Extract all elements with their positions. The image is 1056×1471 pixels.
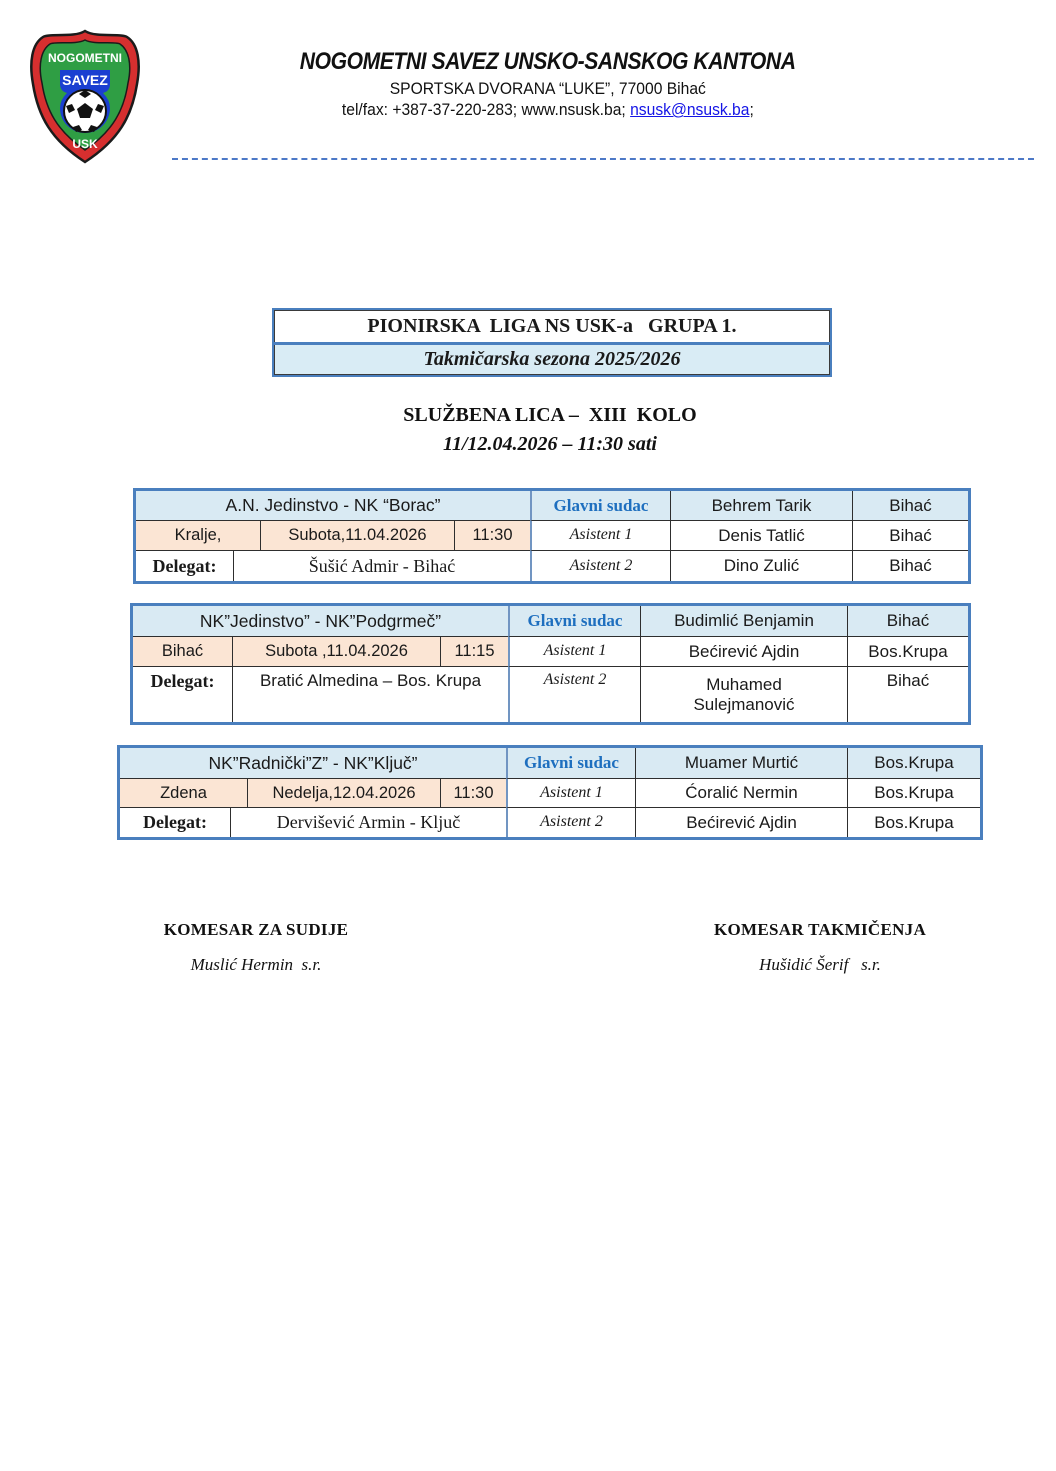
asistent1-name: Ćoralić Nermin bbox=[636, 779, 848, 808]
venue: Kralje, bbox=[136, 521, 261, 551]
match-table-1 bbox=[133, 488, 971, 584]
contact-prefix: tel/fax: +387-37-220-283; www.nsusk.ba; bbox=[342, 100, 631, 119]
delegat-label: Delegat: bbox=[133, 667, 233, 722]
match-date: Subota,11.04.2026 bbox=[261, 521, 455, 551]
referee-city: Bos.Krupa bbox=[848, 748, 980, 779]
asistent2-city: Bihać bbox=[886, 671, 930, 690]
asistent2-label: Asistent 2 bbox=[506, 808, 636, 837]
asistent1-label: Asistent 1 bbox=[506, 779, 636, 808]
asistent1-city: Bos.Krupa bbox=[848, 637, 968, 667]
asistent1-label: Asistent 1 bbox=[530, 521, 671, 551]
asistent2-city: Bihać bbox=[889, 556, 932, 576]
svg-text:SAVEZ: SAVEZ bbox=[62, 72, 108, 88]
signature-right-title: KOMESAR TAKMIČENJA bbox=[713, 920, 927, 939]
signature-left-name: Muslić Hermin s.r. bbox=[190, 955, 322, 974]
letterhead bbox=[40, 48, 1056, 120]
signature-right-name: Hušidić Šerif s.r. bbox=[759, 955, 881, 974]
match-date: Nedelja,12.04.2026 bbox=[248, 779, 441, 808]
round-title: SLUŽBENA LICA – XIII KOLO bbox=[403, 404, 697, 426]
referee-name: Budimlić Benjamin bbox=[641, 606, 848, 637]
org-address: SPORTSKA DVORANA “LUKE”, 77000 Bihać bbox=[389, 79, 707, 98]
fixture: NK”Jedinstvo” - NK”Podgrmeč” bbox=[133, 606, 508, 637]
match-time: 11:15 bbox=[441, 637, 508, 667]
delegat-label: Delegat: bbox=[136, 551, 234, 581]
delegat-label: Delegat: bbox=[120, 808, 231, 837]
asistent2-name: Muhamed Sulejmanović bbox=[641, 667, 848, 722]
asistent2-label: Asistent 2 bbox=[508, 667, 641, 722]
asistent2-name: Bećirević Ajdin bbox=[636, 808, 848, 837]
asistent1-name: Bećirević Ajdin bbox=[641, 637, 848, 667]
fixture: A.N. Jedinstvo - NK “Borac” bbox=[136, 491, 530, 521]
round-datetime: 11/12.04.2026 – 11:30 sati bbox=[443, 433, 657, 455]
referee-name: Behrem Tarik bbox=[671, 491, 853, 521]
asistent2-label: Asistent 2 bbox=[530, 551, 671, 581]
match-date: Subota ,11.04.2026 bbox=[233, 637, 441, 667]
signature-left-title: KOMESAR ZA SUDIJE bbox=[163, 920, 349, 939]
match-table-2 bbox=[130, 603, 971, 725]
asistent1-city: Bos.Krupa bbox=[848, 779, 980, 808]
match-table-3 bbox=[117, 745, 983, 840]
venue: Bihać bbox=[133, 637, 233, 667]
fixture: NK”Radnički”Z” - NK”Ključ” bbox=[120, 748, 506, 779]
svg-text:USK: USK bbox=[72, 137, 98, 151]
asistent2-name: Dino Zulić bbox=[671, 551, 853, 581]
asistent1-name: Denis Tatlić bbox=[671, 521, 853, 551]
referee-name: Muamer Murtić bbox=[636, 748, 848, 779]
signature-right bbox=[690, 920, 950, 975]
season-title: Takmičarska sezona 2025/2026 bbox=[274, 345, 830, 375]
referee-city: Bihać bbox=[848, 606, 968, 637]
glavni-sudac-label: Glavni sudac bbox=[508, 606, 641, 637]
signature-left bbox=[126, 920, 386, 975]
asistent1-label: Asistent 1 bbox=[508, 637, 641, 667]
glavni-sudac-label: Glavni sudac bbox=[530, 491, 671, 521]
league-title: PIONIRSKA LIGA NS USK-a GRUPA 1. bbox=[274, 310, 830, 342]
delegat-name: Šušić Admir - Bihać bbox=[308, 555, 456, 576]
email-link[interactable]: nsusk@nsusk.ba bbox=[630, 100, 750, 119]
match-time: 11:30 bbox=[441, 779, 506, 808]
delegat-name: Dervišević Armin - Ključ bbox=[276, 812, 461, 833]
match-time: 11:30 bbox=[455, 521, 530, 551]
round-subtitle bbox=[44, 404, 1056, 456]
contact-suffix: ; bbox=[749, 100, 754, 119]
venue: Zdena bbox=[120, 779, 248, 808]
dashed-divider bbox=[172, 158, 1034, 160]
referee-city: Bihać bbox=[853, 491, 968, 521]
asistent2-city: Bos.Krupa bbox=[874, 812, 954, 832]
delegat-name: Bratić Almedina – Bos. Krupa bbox=[259, 671, 482, 690]
glavni-sudac-label: Glavni sudac bbox=[506, 748, 636, 779]
asistent1-city: Bihać bbox=[853, 521, 968, 551]
svg-text:NOGOMETNI: NOGOMETNI bbox=[48, 51, 122, 65]
org-name: NOGOMETNI SAVEZ UNSKO-SANSKOG KANTONA bbox=[300, 48, 796, 75]
league-title-box bbox=[272, 308, 832, 377]
org-contact bbox=[342, 100, 754, 120]
